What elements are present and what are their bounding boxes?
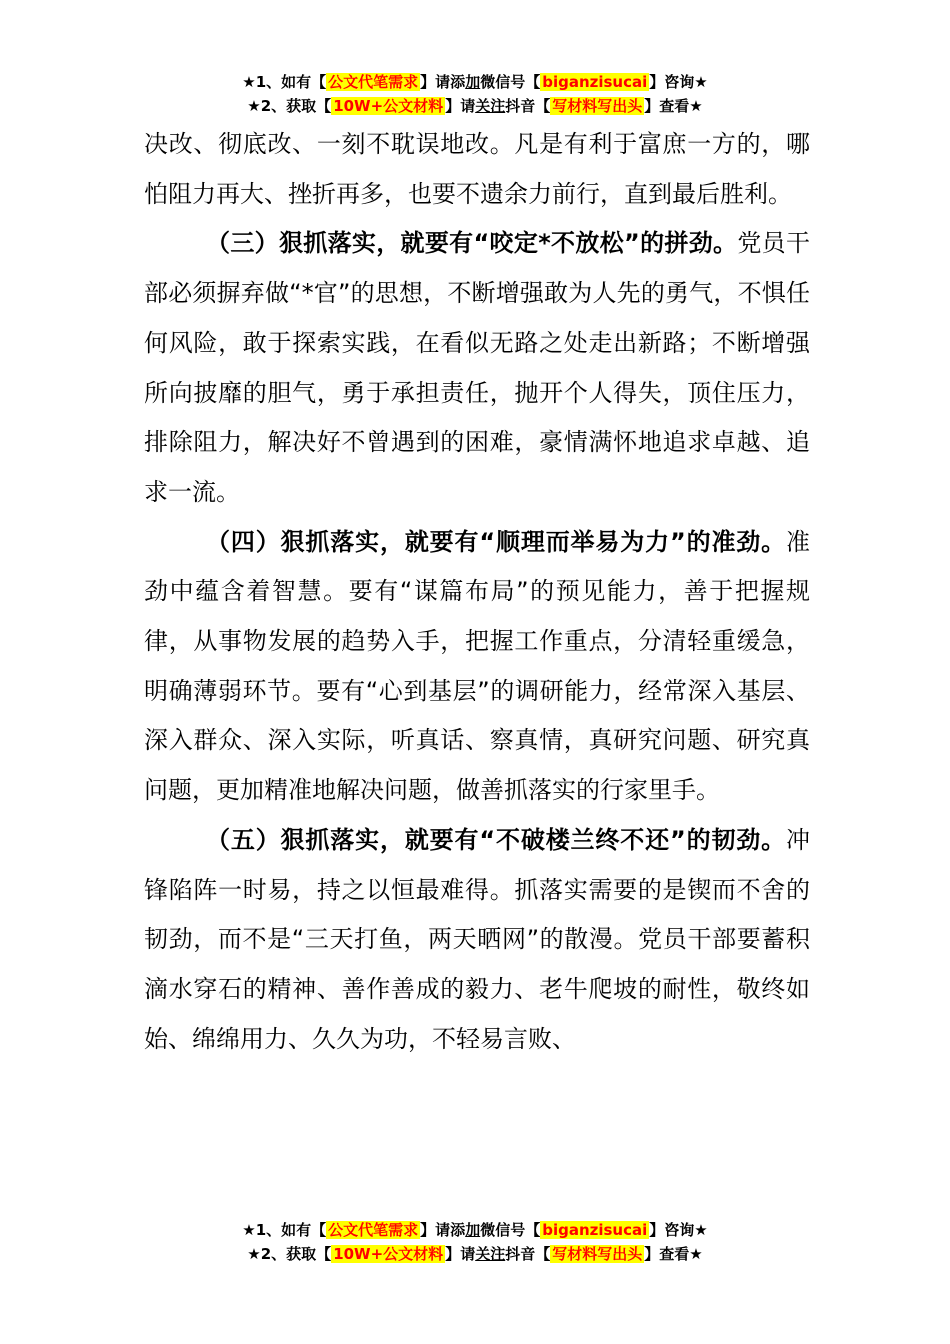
document-body bbox=[144, 120, 810, 1064]
footer-promo-banner bbox=[0, 1218, 950, 1266]
promo-highlight: biganzisucai bbox=[542, 73, 648, 91]
paragraph-continuation: 决改、彻底改、一刻不耽误地改。凡是有利于富庶一方的，哪怕阻力再大、挫折再多，也要不遗余力前行，直到最后胜利。 bbox=[144, 130, 810, 208]
section-heading: （三）狠抓落实，就要有“咬定*不放松”的拼劲。 bbox=[206, 229, 738, 258]
paragraph-section-4: （四）狠抓落实，就要有“顺理而举易为力”的准劲。准劲中蕴含着智慧。要有“谋篇布局”的预见能力，善于把握规律，从事物发展的趋势入手，把握工作重点，分清轻重缓急，明确薄弱环节。要有“心到基层”的调研能力，经常深入基层、深入群众、深入实际，听真话、察真情，真研究问题、研究真问题，更加精准地解决问题，做善抓落实的行家里手。 bbox=[144, 527, 810, 805]
header-promo-banner bbox=[0, 70, 950, 118]
promo-line-2: ★2、获取【 10W+公文材料 】请关注抖音【 写材料写出头 】查看★ bbox=[247, 97, 703, 115]
paragraph-section-5: （五）狠抓落实，就要有“不破楼兰终不还”的韧劲。冲锋陷阵一时易，持之以恒最难得。抓落实需要的是锲而不舍的韧劲，而不是“三天打鱼，两天晒网”的散漫。党员干部要蓄积滴水穿石的精神、善作善成的毅力、老牛爬坡的耐性，敬终如始、绵绵用力、久久为功，不轻易言败、 bbox=[144, 825, 810, 1053]
section-heading: （五）狠抓落实，就要有“不破楼兰终不还”的韧劲。 bbox=[206, 825, 786, 854]
promo-line-1: ★1、如有【 公文代笔需求 】请添加微信号【 biganzisucai 】咨询★ bbox=[242, 73, 708, 91]
section-heading: （四）狠抓落实，就要有“顺理而举易为力”的准劲。 bbox=[206, 527, 786, 556]
promo-highlight: 公文代笔需求 bbox=[328, 73, 419, 91]
paragraph-section-3: （三）狠抓落实，就要有“咬定*不放松”的拼劲。党员干部必须摒弃做“*官”的思想，不断增强敢为人先的勇气，不惧任何风险，敢于探索实践，在看似无路之处走出新路；不断增强所向披靡的胆气，勇于承担责任，抛开个人得失，顶住压力，排除阻力，解决好不曾遇到的困难，豪情满怀地追求卓越、追求一流。 bbox=[144, 229, 810, 506]
promo-highlight: 公文代笔需求 bbox=[328, 1221, 419, 1239]
promo-highlight: biganzisucai bbox=[542, 1221, 648, 1239]
promo-highlight: 写材料写出头 bbox=[552, 97, 643, 115]
promo-highlight: 10W+公文材料 bbox=[333, 97, 444, 115]
promo-highlight: 写材料写出头 bbox=[552, 1245, 643, 1263]
promo-highlight: 10W+公文材料 bbox=[333, 1245, 444, 1263]
promo-line-2: ★2、获取【 10W+公文材料 】请关注抖音【 写材料写出头 】查看★ bbox=[247, 1245, 703, 1263]
promo-line-1: ★1、如有【 公文代笔需求 】请添加微信号【 biganzisucai 】咨询★ bbox=[242, 1221, 708, 1239]
